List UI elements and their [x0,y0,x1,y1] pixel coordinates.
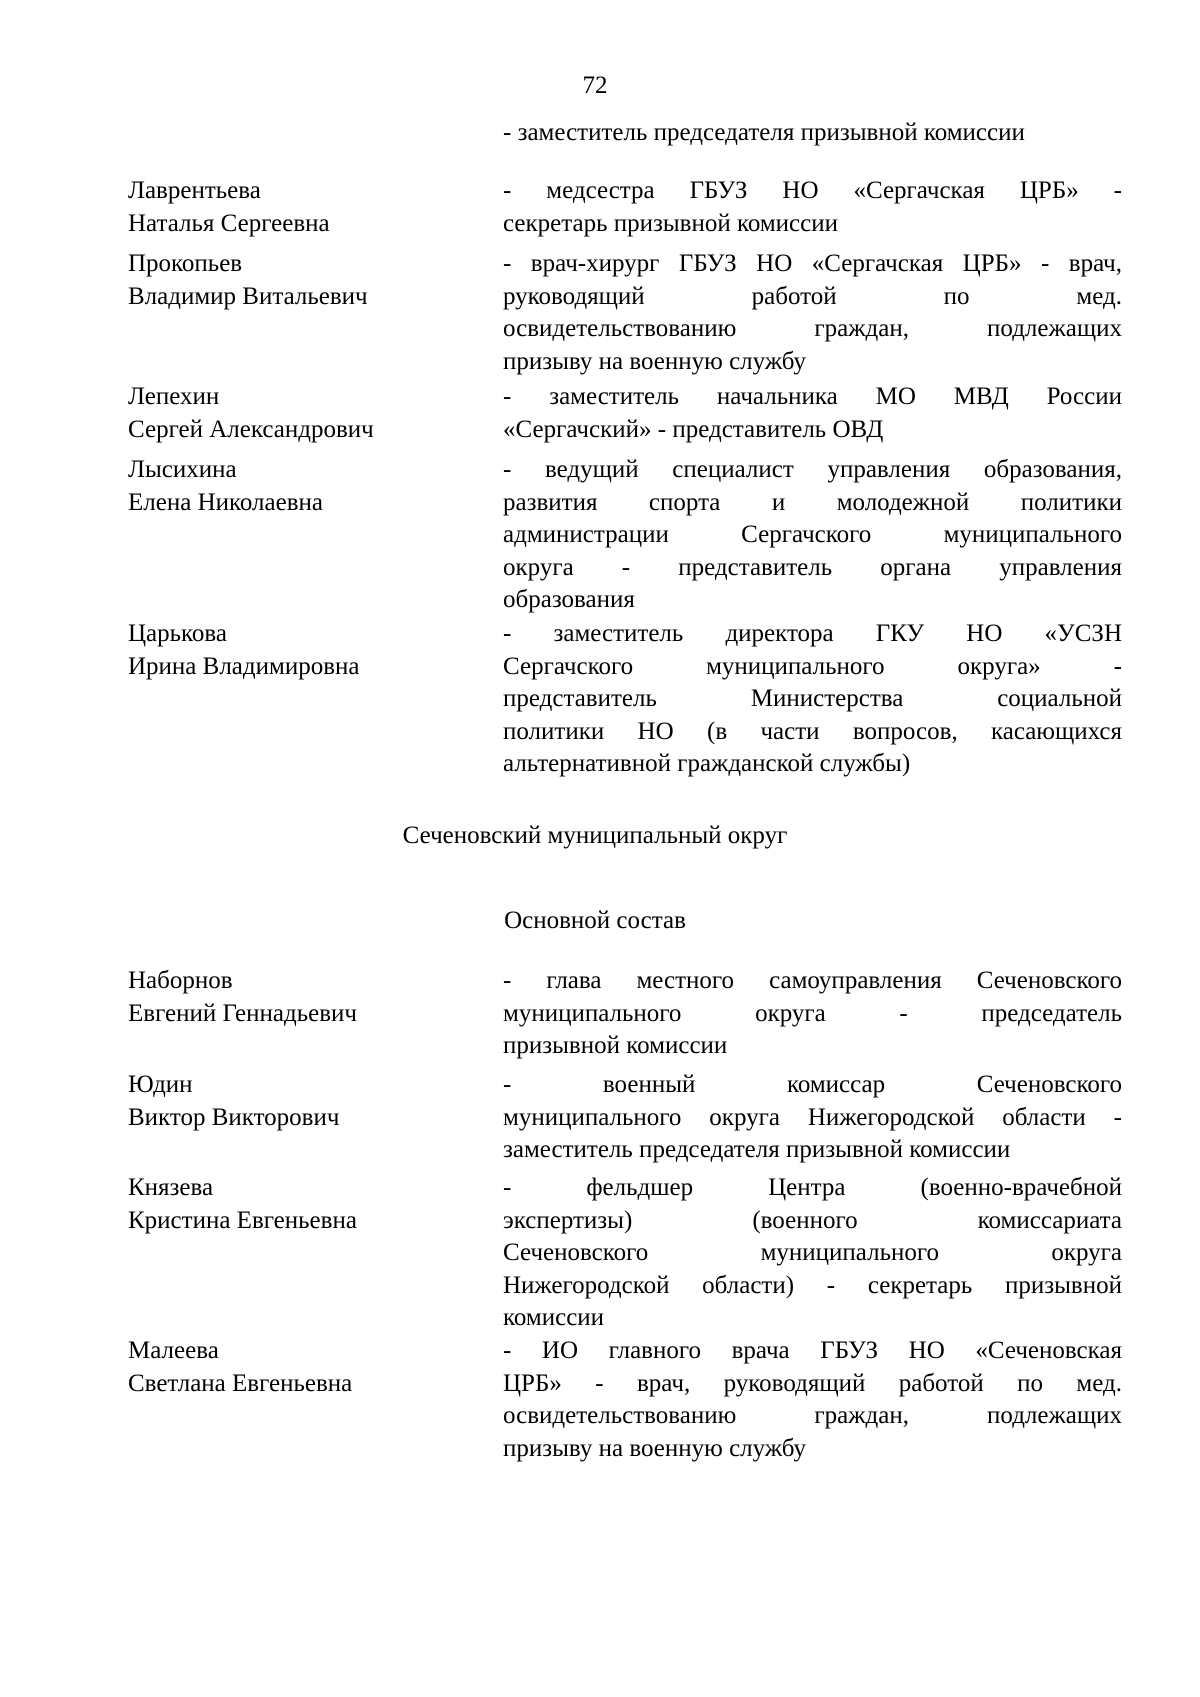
role-line: развития спорта и молодежной политики [503,488,1122,516]
role-line: муниципального округа - председатель [503,999,1122,1027]
member-given-names: Наталья Сергеевна [128,209,330,237]
member-name [128,1335,498,1400]
role-line: политики НО (в части вопросов, касающихся [503,717,1122,745]
district-heading: Сеченовский муниципальный округ [402,822,788,849]
member-surname: Юдин [128,1071,193,1098]
role-line: муниципального округа Нижегородской области - [503,1103,1122,1131]
role-line: округа - представитель органа управления [503,553,1122,581]
role-line: ЦРБ» - врач, руководящий работой по мед. [503,1369,1122,1397]
role-line: Сергачского муниципального округа» - [503,652,1122,680]
composition-heading: Основной состав [504,907,686,934]
member-role [503,381,1122,446]
continued-role-line: - заместитель председателя призывной комиссии [503,119,1025,146]
role-line: представитель Министерства социальной [503,685,1122,712]
member-given-names: Евгений Геннадьевич [128,999,357,1027]
member-name [128,175,498,240]
role-line: - военный комиссар Сеченовского [503,1071,1122,1098]
member-surname: Князева [128,1174,214,1201]
member-name [128,248,498,313]
member-role [503,618,1122,781]
role-line: администрации Сергачского муниципального [503,521,1122,548]
role-line: - глава местного самоуправления Сеченовского [503,967,1122,994]
role-line: секретарь призывной комиссии [503,209,839,237]
role-line: руководящий работой по мед. [503,282,1122,310]
member-role [503,1172,1122,1335]
role-line: призывной комиссии [503,1032,728,1059]
member-given-names: Елена Николаевна [128,488,323,516]
member-name [128,381,498,446]
role-line: - заместитель начальника МО МВД России [503,383,1122,410]
role-line: образования [503,586,635,613]
role-line: - заместитель директора ГКУ НО «УСЗН [503,620,1122,647]
member-surname: Наборнов [128,967,233,994]
member-role [503,454,1122,617]
role-line: призыву на военную службу [503,347,807,375]
member-name [128,454,498,519]
role-line: - ИО главного врача ГБУЗ НО «Сеченовская [503,1337,1122,1364]
member-given-names: Светлана Евгеньевна [128,1369,353,1397]
member-given-names: Сергей Александрович [128,415,374,443]
role-line: - медсестра ГБУЗ НО «Сергачская ЦРБ» - [503,177,1122,204]
role-line: - врач-хирург ГБУЗ НО «Сергачская ЦРБ» - врач, [503,250,1122,277]
member-surname: Царькова [128,620,227,647]
member-surname: Лаврентьева [128,177,261,204]
member-surname: Лысихина [128,456,237,483]
member-role [503,175,1122,240]
role-line: «Сергачский» - представитель ОВД [503,415,884,443]
role-line: освидетельствованию граждан, подлежащих [503,1402,1122,1429]
role-line: призыву на военную службу [503,1434,807,1462]
role-line: Сеченовского муниципального округа [503,1239,1122,1266]
member-given-names: Владимир Витальевич [128,282,368,310]
member-surname: Малеева [128,1337,219,1364]
member-role [503,1335,1122,1465]
role-line: Нижегородской области) - секретарь призывной [503,1271,1122,1299]
role-line: - ведущий специалист управления образования, [503,456,1122,483]
role-line: комиссии [503,1304,605,1331]
member-given-names: Ирина Владимировна [128,652,360,680]
member-given-names: Кристина Евгеньевна [128,1206,357,1234]
role-line: альтернативной гражданской службы) [503,750,911,777]
member-name [128,1069,498,1134]
member-name [128,618,498,683]
member-surname: Прокопьев [128,250,243,277]
member-surname: Лепехин [128,383,220,410]
member-role [503,1069,1122,1167]
role-line: освидетельствованию граждан, подлежащих [503,315,1122,342]
role-line: - фельдшер Центра (военно-врачебной [503,1174,1122,1201]
page-number: 72 [582,72,608,99]
member-name [128,1172,498,1237]
member-role [503,965,1122,1063]
role-line: заместитель председателя призывной комиссии [503,1136,1011,1163]
member-role [503,248,1122,378]
role-line: экспертизы) (военного комиссариата [503,1206,1122,1234]
member-given-names: Виктор Викторович [128,1103,340,1131]
member-name [128,965,498,1030]
